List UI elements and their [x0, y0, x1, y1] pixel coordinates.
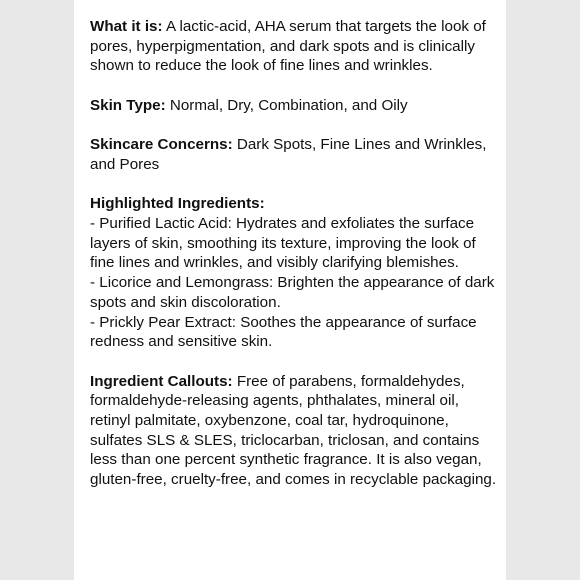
- product-description: [90, 17, 500, 490]
- skin-type-text: Normal, Dry, Combination, and Oily: [165, 96, 408, 114]
- skin-type-section: [90, 96, 500, 116]
- skincare-concerns-text: Dark Spots, Fine Lines and Wrinkles, and Pores: [90, 136, 487, 173]
- ingredient-callouts-label: Ingredient Callouts:: [90, 372, 233, 390]
- ingredient-item: - Licorice and Lemongrass: Brighten the appearance of dark spots and skin discoloration.: [90, 274, 495, 311]
- skin-type-label: Skin Type:: [90, 96, 166, 114]
- ingredient-callouts-text: Free of parabens, formaldehydes, formaldehyde-releasing agents, phthalates, mineral oil, retinyl palmitate, oxybenzone, coal tar, hydroquinone, sulfates SLS & SLES, triclocarban, triclosan, and contains less than one percent synthetic fragrance. It is also vegan, gluten-free, cruelty-free, and comes in recyclable packaging.: [90, 372, 497, 489]
- ingredient-item: - Prickly Pear Extract: Soothes the appearance of surface redness and sensitive skin.: [90, 313, 477, 351]
- what-it-is-section: [90, 17, 500, 76]
- skincare-concerns-section: [90, 135, 500, 174]
- skincare-concerns-label: Skincare Concerns:: [90, 136, 233, 154]
- ingredient-item: - Purified Lactic Acid: Hydrates and exfoliates the surface layers of skin, smoothing its texture, improving the look of fine lines and wrinkles, and visibly clarifying blemishes.: [90, 214, 476, 272]
- ingredient-callouts-section: [90, 372, 500, 490]
- what-it-is-text: A lactic-acid, AHA serum that targets the look of pores, hyperpigmentation, and dark spots and is clinically shown to reduce the look of fine lines and wrinkles.: [90, 18, 486, 75]
- product-description-card: [74, 0, 506, 580]
- what-it-is-label: What it is:: [90, 18, 163, 35]
- highlighted-ingredients-section: [90, 194, 500, 352]
- highlighted-ingredients-label: Highlighted Ingredients:: [90, 195, 265, 213]
